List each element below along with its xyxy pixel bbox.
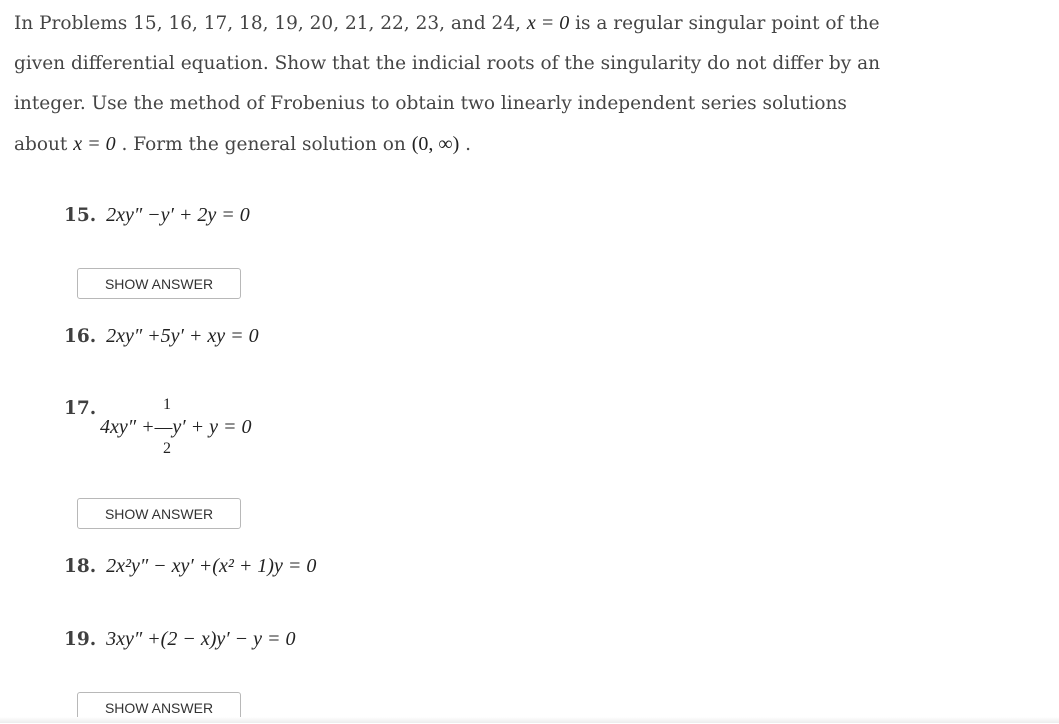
show-answer-button-17[interactable]: SHOW ANSWER: [77, 498, 241, 529]
equation-left: 4xy″ +: [100, 416, 155, 438]
intro-text: In Problems 15, 16, 17, 18, 19, 20, 21, 22, 23, and 24,: [14, 13, 527, 34]
problem-equation: 2x²y″ − xy′ +(x² + 1)y = 0: [106, 555, 317, 577]
equation-right: y′ + y = 0: [172, 416, 252, 438]
intro-math-x0: x = 0: [526, 12, 570, 34]
intro-text: .: [459, 134, 472, 155]
bottom-edge-shadow: [0, 717, 1059, 723]
problem-equation: 3xy″ +(2 − x)y′ − y = 0: [106, 628, 296, 650]
problem-equation: 2xy″ −y′ + 2y = 0: [106, 204, 250, 226]
show-answer-button-15[interactable]: SHOW ANSWER: [77, 268, 241, 299]
show-answer-button-19[interactable]: SHOW ANSWER: [77, 692, 241, 723]
intro-text: is a regular singular point of the given differential equation. Show that the indicial roots of the singularity do not differ by an integer. Use the method of Frobenius to obtain two linearly independent series solutions about: [14, 13, 881, 155]
problem-equation: 2xy″ +5y′ + xy = 0: [106, 325, 259, 347]
problem-15: [64, 204, 250, 227]
problem-16: [64, 325, 259, 348]
problem-19: [64, 628, 295, 651]
problem-number: 19.: [64, 629, 97, 650]
problem-equation: 4xy″ +—y′ + y = 0: [100, 416, 252, 438]
intro-text: . Form the general solution on: [115, 134, 412, 155]
problem-number: 15.: [64, 205, 97, 226]
problem-number: 17.: [64, 398, 97, 419]
fraction-denominator: 2: [163, 440, 171, 457]
problem-number: 16.: [64, 326, 97, 347]
problem-number: 18.: [64, 556, 97, 577]
intro-math-x0: x = 0: [73, 133, 116, 155]
problem-18: [64, 555, 316, 578]
fraction-numerator: 1: [163, 396, 171, 413]
intro-math-interval: (0, ∞): [411, 133, 460, 155]
problem-instructions: [14, 3, 894, 165]
